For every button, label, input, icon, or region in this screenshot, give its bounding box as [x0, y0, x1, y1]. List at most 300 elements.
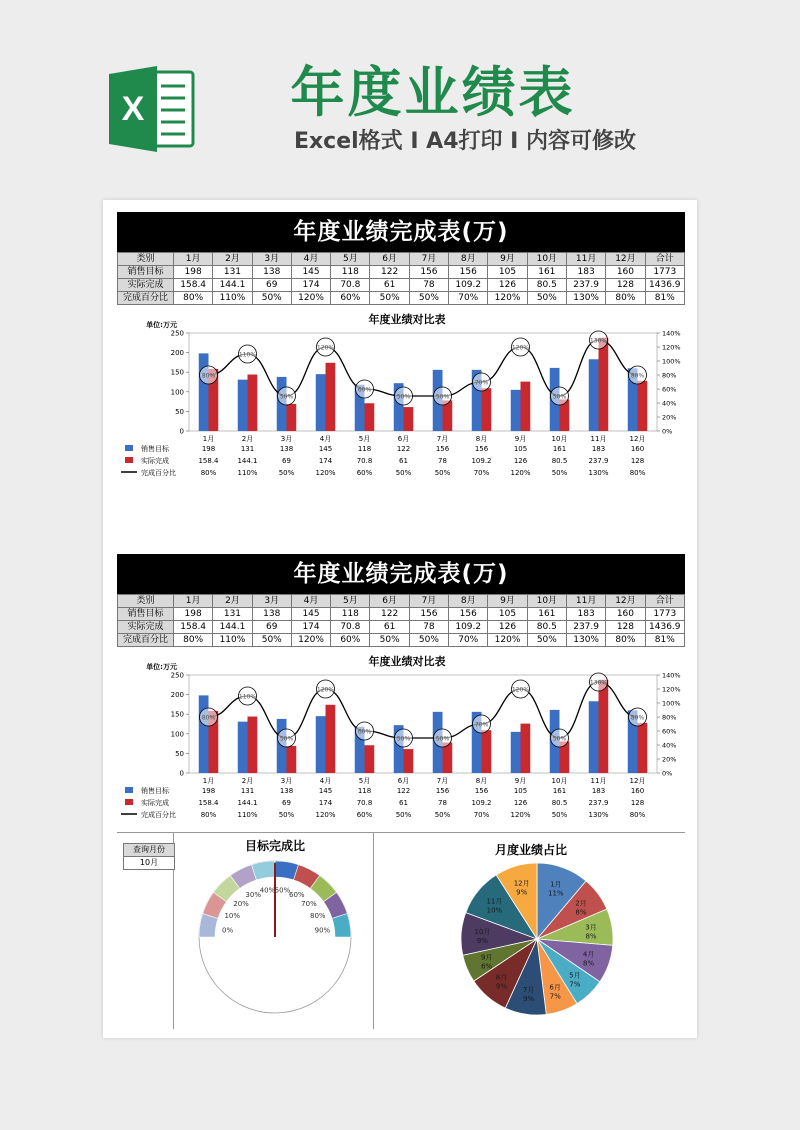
- x-tick-label: 6月: [397, 777, 410, 785]
- data-table-value: 120%: [510, 469, 531, 477]
- table-cell[interactable]: 183: [566, 608, 605, 621]
- gauge-tick-label: 50%: [274, 886, 291, 895]
- y-tick-label: 200: [170, 349, 184, 358]
- table-cell[interactable]: 156: [449, 266, 488, 279]
- gauge-tick-label: 80%: [309, 912, 326, 921]
- table-cell[interactable]: 198: [174, 266, 213, 279]
- y-tick-label: 0: [179, 769, 184, 778]
- y2-tick-label: 80%: [662, 371, 677, 380]
- y-tick-label: 0: [179, 427, 184, 436]
- pie-category-label: 1月: [550, 880, 562, 889]
- data-table-value: 61: [399, 457, 408, 465]
- chart-title: 年度业绩对比表: [368, 655, 446, 668]
- pie-title: 月度业绩占比: [494, 843, 567, 857]
- x-tick-label: 5月: [358, 435, 371, 443]
- data-table-value: 138: [279, 445, 294, 453]
- percent-data-label: 120%: [511, 686, 530, 694]
- data-table-value: 131: [240, 445, 255, 453]
- data-table-value: 50%: [551, 469, 568, 477]
- x-tick-label: 10月: [551, 435, 568, 443]
- table-header-cell: 1月: [174, 253, 213, 266]
- table-cell[interactable]: 144.1: [213, 279, 252, 292]
- percent-data-label: 70%: [474, 379, 489, 387]
- data-table-value: 144.1: [237, 457, 258, 465]
- gauge-tick-label: 60%: [289, 891, 305, 900]
- table-cell[interactable]: 109.2: [449, 279, 488, 292]
- data-table-value: 80.5: [551, 799, 568, 807]
- x-tick-label: 8月: [475, 435, 488, 443]
- table-header-cell: 合计: [645, 595, 684, 608]
- data-table-value: 80%: [629, 469, 646, 477]
- data-table-value: 109.2: [471, 457, 492, 465]
- legend-swatch: [125, 787, 133, 793]
- table-cell[interactable]: 69: [252, 279, 291, 292]
- target-bar: [316, 374, 326, 431]
- data-table-value: 156: [435, 787, 450, 795]
- pie-category-label: 2月: [575, 899, 587, 908]
- data-table-value: 70%: [473, 469, 490, 477]
- table-cell[interactable]: 156: [449, 608, 488, 621]
- table-cell[interactable]: 158.4: [174, 621, 213, 634]
- table-cell[interactable]: 130%: [566, 634, 605, 647]
- table-cell[interactable]: 50%: [527, 292, 566, 305]
- pie-percent-label: 7%: [569, 980, 581, 989]
- table-cell[interactable]: 138: [252, 608, 291, 621]
- table-cell[interactable]: 105: [488, 266, 527, 279]
- table-header-cell: 11月: [566, 595, 605, 608]
- percent-data-label: 120%: [511, 344, 530, 352]
- table-cell[interactable]: 80%: [174, 292, 213, 305]
- table-cell[interactable]: 50%: [252, 292, 291, 305]
- pie-percent-label: 8%: [583, 959, 595, 968]
- actual-bar: [404, 407, 414, 431]
- x-tick-label: 2月: [241, 777, 254, 785]
- y2-tick-label: 80%: [662, 713, 677, 722]
- data-table-value: 109.2: [471, 799, 492, 807]
- table-cell[interactable]: 1436.9: [645, 621, 684, 634]
- table-cell[interactable]: 109.2: [449, 621, 488, 634]
- data-table-value: 80.5: [551, 457, 568, 465]
- legend-label: 销售目标: [141, 787, 169, 795]
- legend-swatch: [125, 799, 133, 805]
- data-table-value: 130%: [588, 811, 609, 819]
- table-cell[interactable]: 160: [606, 266, 645, 279]
- y-axis-label: 单位:万元: [146, 321, 177, 329]
- data-table-value: 131: [240, 787, 255, 795]
- table-cell[interactable]: 50%: [252, 634, 291, 647]
- data-table-value: 174: [318, 799, 333, 807]
- gauge-tick-label: 40%: [259, 886, 276, 895]
- x-tick-label: 7月: [436, 435, 449, 443]
- data-table-value: 122: [396, 445, 411, 453]
- row-label-cell: 完成百分比: [118, 634, 174, 647]
- data-table-value: 158.4: [198, 799, 219, 807]
- table-cell[interactable]: 158.4: [174, 279, 213, 292]
- target-bar: [316, 716, 326, 773]
- legend-label: 实际完成: [141, 457, 169, 465]
- x-tick-label: 6月: [397, 435, 410, 443]
- x-tick-label: 1月: [202, 777, 215, 785]
- percent-data-label: 50%: [552, 393, 567, 401]
- data-table-value: 183: [591, 445, 606, 453]
- data-table-value: 144.1: [237, 799, 258, 807]
- table-cell[interactable]: 70.8: [331, 279, 370, 292]
- table-cell[interactable]: 110%: [213, 292, 252, 305]
- report-section-1: [117, 212, 685, 501]
- actual-bar: [404, 749, 414, 773]
- table-cell[interactable]: 50%: [370, 634, 409, 647]
- table-cell[interactable]: 198: [174, 608, 213, 621]
- table-cell[interactable]: 69: [252, 621, 291, 634]
- table-cell[interactable]: 120%: [291, 292, 330, 305]
- y2-tick-label: 140%: [662, 671, 681, 680]
- y-tick-label: 100: [170, 730, 184, 739]
- table-header-cell: 5月: [331, 595, 370, 608]
- data-table-value: 118: [357, 445, 372, 453]
- table-cell[interactable]: 78: [409, 621, 448, 634]
- table-header-cell: 4月: [291, 595, 330, 608]
- pie-category-label: 5月: [569, 971, 581, 980]
- table-cell[interactable]: 120%: [488, 292, 527, 305]
- legend-swatch: [125, 457, 133, 463]
- y2-tick-label: 60%: [662, 385, 677, 394]
- pie-percent-label: 9%: [476, 937, 488, 946]
- table-cell[interactable]: 50%: [370, 292, 409, 305]
- table-cell[interactable]: 61: [370, 279, 409, 292]
- y-tick-label: 150: [170, 710, 184, 719]
- pie-percent-label: 11%: [548, 889, 564, 898]
- table-header-cell: 3月: [252, 253, 291, 266]
- data-table-value: 80%: [629, 811, 646, 819]
- data-table-value: 105: [513, 445, 528, 453]
- data-table-value: 126: [513, 799, 528, 807]
- percent-data-label: 120%: [316, 344, 335, 352]
- y2-tick-label: 120%: [662, 685, 681, 694]
- percent-data-label: 80%: [630, 714, 645, 722]
- table-cell[interactable]: 60%: [331, 292, 370, 305]
- percent-data-label: 50%: [279, 393, 294, 401]
- row-label-cell: 实际完成: [118, 621, 174, 634]
- data-table-value: 50%: [551, 811, 568, 819]
- x-tick-label: 3月: [280, 435, 293, 443]
- data-table-value: 122: [396, 787, 411, 795]
- percent-data-label: 70%: [474, 721, 489, 729]
- table-cell[interactable]: 131: [213, 266, 252, 279]
- table-cell[interactable]: 80.5: [527, 621, 566, 634]
- data-table-value: 70%: [473, 811, 490, 819]
- data-table-value: 145: [318, 787, 333, 795]
- data-table-value: 50%: [434, 811, 451, 819]
- pie-percent-label: 8%: [575, 908, 587, 917]
- data-table-value: 161: [552, 445, 567, 453]
- table-cell[interactable]: 1773: [645, 266, 684, 279]
- table-cell[interactable]: 120%: [291, 634, 330, 647]
- actual-bar: [638, 381, 648, 431]
- table-cell[interactable]: 237.9: [566, 621, 605, 634]
- actual-bar: [287, 404, 297, 431]
- table-header-cell: 9月: [488, 595, 527, 608]
- data-table-value: 120%: [315, 469, 336, 477]
- table-header-row: [118, 595, 685, 608]
- table-cell[interactable]: 130%: [566, 292, 605, 305]
- actual-bar: [326, 363, 336, 431]
- data-table-value: 128: [630, 457, 645, 465]
- table-cell[interactable]: 1436.9: [645, 279, 684, 292]
- table-cell[interactable]: 174: [291, 621, 330, 634]
- data-table-value: 145: [318, 445, 333, 453]
- report-section-2: [117, 554, 685, 843]
- table-cell[interactable]: 1773: [645, 608, 684, 621]
- table-cell[interactable]: 126: [488, 621, 527, 634]
- gauge-tick-label: 10%: [224, 912, 241, 921]
- table-cell[interactable]: 50%: [409, 634, 448, 647]
- table-header-cell: 5月: [331, 253, 370, 266]
- table-cell[interactable]: 81%: [645, 292, 684, 305]
- actual-bar: [638, 723, 648, 773]
- percent-data-label: 50%: [435, 735, 450, 743]
- table-cell[interactable]: 80.5: [527, 279, 566, 292]
- table-cell[interactable]: 70%: [449, 634, 488, 647]
- chart-title: 年度业绩对比表: [368, 313, 446, 326]
- percent-data-label: 110%: [238, 693, 257, 701]
- table-header-cell: 12月: [606, 595, 645, 608]
- query-area: [117, 832, 685, 1029]
- monthly-share-pie-chart: [377, 853, 685, 1029]
- row-label-cell: 销售目标: [118, 266, 174, 279]
- percent-data-label: 120%: [316, 686, 335, 694]
- gauge-tick-label: 30%: [245, 891, 261, 900]
- table-header-row: [118, 253, 685, 266]
- data-table-value: 60%: [356, 469, 373, 477]
- combo-chart-svg: [117, 655, 685, 843]
- gauge-tick-label: 70%: [301, 900, 317, 909]
- pie-category-label: 12月: [513, 879, 530, 888]
- table-header-cell: 10月: [527, 253, 566, 266]
- y2-tick-label: 100%: [662, 699, 681, 708]
- gauge-tick-label: 20%: [233, 900, 249, 909]
- table-cell[interactable]: 80%: [606, 292, 645, 305]
- target-bar: [238, 722, 248, 773]
- y2-tick-label: 0%: [662, 427, 673, 436]
- data-table-value: 110%: [237, 811, 258, 819]
- data-table-value: 70.8: [356, 457, 373, 465]
- data-table-value: 237.9: [588, 799, 609, 807]
- pie-percent-label: 10%: [486, 906, 503, 915]
- table-cell[interactable]: 156: [409, 608, 448, 621]
- table-header-cell: 2月: [213, 595, 252, 608]
- table-cell[interactable]: 70.8: [331, 621, 370, 634]
- data-table-value: 138: [279, 787, 294, 795]
- x-tick-label: 12月: [629, 435, 646, 443]
- table-cell[interactable]: 80%: [174, 634, 213, 647]
- actual-bar: [326, 705, 336, 773]
- target-bar: [589, 701, 599, 773]
- performance-table: [117, 594, 685, 647]
- sheet-banner: 年度业绩完成表(万): [117, 212, 685, 252]
- table-header-cell: 1月: [174, 595, 213, 608]
- table-cell[interactable]: 122: [370, 608, 409, 621]
- table-cell[interactable]: 60%: [331, 634, 370, 647]
- percent-line: [209, 679, 638, 738]
- y2-tick-label: 40%: [662, 399, 677, 408]
- table-cell[interactable]: 78: [409, 279, 448, 292]
- table-header-cell: 类别: [118, 595, 174, 608]
- table-cell[interactable]: 161: [527, 608, 566, 621]
- comparison-chart: [117, 655, 685, 843]
- legend-swatch: [125, 445, 133, 451]
- table-row: [118, 634, 685, 647]
- table-cell[interactable]: 50%: [527, 634, 566, 647]
- table-header-cell: 8月: [449, 595, 488, 608]
- data-table-value: 60%: [356, 811, 373, 819]
- y-tick-label: 250: [170, 671, 184, 680]
- percent-data-label: 60%: [357, 728, 372, 736]
- actual-bar: [599, 338, 609, 431]
- table-row: [118, 279, 685, 292]
- data-table-value: 198: [201, 445, 216, 453]
- gauge-tick-label: 0%: [222, 926, 234, 935]
- table-header-cell: 6月: [370, 253, 409, 266]
- percent-data-label: 50%: [396, 735, 411, 743]
- table-header-cell: 类别: [118, 253, 174, 266]
- data-table-value: 118: [357, 787, 372, 795]
- x-tick-label: 7月: [436, 777, 449, 785]
- table-cell[interactable]: 120%: [488, 634, 527, 647]
- x-tick-label: 8月: [475, 777, 488, 785]
- data-table-value: 78: [438, 799, 447, 807]
- y2-tick-label: 20%: [662, 413, 677, 422]
- actual-bar: [521, 382, 531, 431]
- table-cell[interactable]: 81%: [645, 634, 684, 647]
- x-tick-label: 3月: [280, 777, 293, 785]
- table-cell[interactable]: 122: [370, 266, 409, 279]
- pie-category-label: 6月: [549, 983, 561, 992]
- y2-tick-label: 20%: [662, 755, 677, 764]
- table-cell[interactable]: 174: [291, 279, 330, 292]
- pie-category-label: 4月: [582, 950, 595, 959]
- data-table-value: 128: [630, 799, 645, 807]
- data-table-value: 198: [201, 787, 216, 795]
- table-cell[interactable]: 161: [527, 266, 566, 279]
- data-table-value: 160: [630, 445, 645, 453]
- table-cell[interactable]: 128: [606, 621, 645, 634]
- actual-bar: [248, 717, 258, 773]
- x-tick-label: 11月: [590, 777, 607, 785]
- table-cell[interactable]: 237.9: [566, 279, 605, 292]
- table-cell[interactable]: 160: [606, 608, 645, 621]
- table-row: [118, 608, 685, 621]
- table-header-cell: 3月: [252, 595, 291, 608]
- table-cell[interactable]: 145: [291, 266, 330, 279]
- data-table-value: 156: [474, 787, 489, 795]
- pie-category-label: 9月: [480, 953, 493, 962]
- combo-chart-svg: [117, 313, 685, 501]
- table-cell[interactable]: 110%: [213, 634, 252, 647]
- gauge-title: 目标完成比: [244, 839, 305, 853]
- row-label-cell: 实际完成: [118, 279, 174, 292]
- table-cell[interactable]: 50%: [409, 292, 448, 305]
- table-cell[interactable]: 118: [331, 266, 370, 279]
- table-header-cell: 合计: [645, 253, 684, 266]
- table-cell[interactable]: 145: [291, 608, 330, 621]
- table-cell[interactable]: 156: [409, 266, 448, 279]
- pie-percent-label: 8%: [585, 932, 597, 941]
- table-row: [118, 266, 685, 279]
- data-table-value: 160: [630, 787, 645, 795]
- table-cell[interactable]: 105: [488, 608, 527, 621]
- x-tick-label: 4月: [319, 777, 332, 785]
- x-tick-label: 4月: [319, 435, 332, 443]
- pie-percent-label: 7%: [549, 992, 561, 1001]
- table-header-cell: 7月: [409, 253, 448, 266]
- percent-data-label: 80%: [630, 372, 645, 380]
- y-tick-label: 150: [170, 368, 184, 377]
- legend-label: 完成百分比: [141, 469, 176, 477]
- actual-bar: [599, 680, 609, 773]
- sheet-banner: 年度业绩完成表(万): [117, 554, 685, 594]
- table-header-cell: 8月: [449, 253, 488, 266]
- table-cell[interactable]: 61: [370, 621, 409, 634]
- data-table-value: 50%: [395, 469, 412, 477]
- pie-category-label: 10月: [474, 928, 491, 937]
- table-cell[interactable]: 138: [252, 266, 291, 279]
- percent-data-label: 80%: [201, 714, 216, 722]
- x-tick-label: 9月: [514, 777, 527, 785]
- data-table-value: 80%: [200, 469, 217, 477]
- data-table-value: 237.9: [588, 457, 609, 465]
- x-tick-label: 5月: [358, 777, 371, 785]
- legend-label: 完成百分比: [141, 811, 176, 819]
- data-table-value: 50%: [278, 811, 295, 819]
- x-tick-label: 11月: [590, 435, 607, 443]
- percent-data-label: 80%: [201, 372, 216, 380]
- pie-category-label: 7月: [522, 986, 535, 995]
- data-table-value: 158.4: [198, 457, 219, 465]
- table-cell[interactable]: 118: [331, 608, 370, 621]
- y2-tick-label: 0%: [662, 769, 673, 778]
- y-tick-label: 50: [175, 749, 184, 758]
- data-table-value: 50%: [278, 469, 295, 477]
- target-bar: [199, 695, 209, 773]
- pie-percent-label: 9%: [495, 982, 508, 991]
- actual-bar: [365, 403, 375, 431]
- table-cell[interactable]: 80%: [606, 634, 645, 647]
- table-cell[interactable]: 131: [213, 608, 252, 621]
- table-cell[interactable]: 183: [566, 266, 605, 279]
- table-cell[interactable]: 126: [488, 279, 527, 292]
- y2-tick-label: 120%: [662, 343, 681, 352]
- y2-tick-label: 60%: [662, 727, 677, 736]
- percent-data-label: 50%: [552, 735, 567, 743]
- y-axis-label: 单位:万元: [146, 663, 177, 671]
- table-cell[interactable]: 128: [606, 279, 645, 292]
- x-tick-label: 10月: [551, 777, 568, 785]
- x-tick-label: 1月: [202, 435, 215, 443]
- actual-bar: [521, 724, 531, 773]
- table-cell[interactable]: 70%: [449, 292, 488, 305]
- data-table-value: 61: [399, 799, 408, 807]
- performance-table: [117, 252, 685, 305]
- comparison-chart: [117, 313, 685, 501]
- percent-data-label: 50%: [279, 735, 294, 743]
- percent-data-label: 50%: [435, 393, 450, 401]
- table-cell[interactable]: 144.1: [213, 621, 252, 634]
- data-table-value: 156: [474, 445, 489, 453]
- query-month-input[interactable]: 10月: [123, 856, 175, 870]
- data-table-value: 105: [513, 787, 528, 795]
- target-bar: [589, 359, 599, 431]
- y2-tick-label: 140%: [662, 329, 681, 338]
